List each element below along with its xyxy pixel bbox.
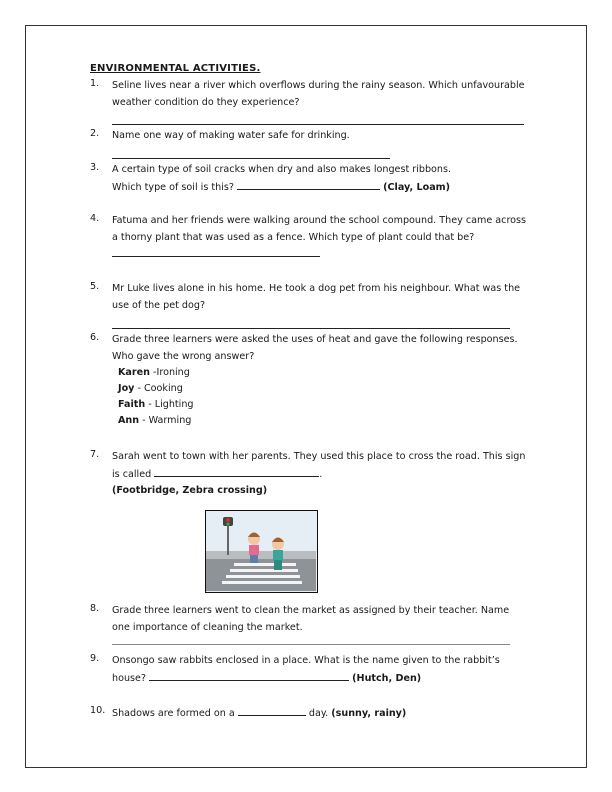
learner-answer: - Lighting: [145, 399, 194, 410]
learner-answer: -Ironing: [153, 367, 190, 378]
answer-line-5[interactable]: [112, 328, 510, 329]
question-4: [90, 213, 530, 264]
question-number: 4.: [90, 213, 100, 224]
answer-options: (Clay, Loam): [383, 181, 451, 193]
question-8: [90, 603, 530, 636]
answer-blank-3[interactable]: [237, 179, 380, 190]
question-text: Grade three learners were asked the uses of heat and gave the following responses. Who gave the wrong answer?: [112, 334, 518, 362]
question-number: 3.: [90, 162, 100, 173]
zebra-crossing-picture: [205, 510, 318, 593]
question-text: Shadows are formed on a: [112, 708, 235, 719]
question-number: 8.: [90, 603, 100, 614]
answer-line-8[interactable]: [112, 644, 510, 645]
question-text: Mr Luke lives alone in his home. He took a dog pet from his neighbour. What was the use of the pet dog?: [112, 283, 521, 311]
question-7: [90, 449, 530, 500]
learner-answer: - Warming: [139, 415, 192, 426]
response-item: [118, 413, 194, 429]
question-number: 10.: [90, 705, 106, 716]
question-text: Name one way of making water safe for drinking.: [112, 130, 350, 141]
answer-blank-9[interactable]: [149, 670, 349, 681]
answer-options: (Hutch, Den): [352, 672, 422, 684]
question-number: 2.: [90, 128, 100, 139]
question-number: 9.: [90, 653, 100, 664]
question-text: A certain type of soil cracks when dry and also makes longest ribbons.: [112, 164, 452, 175]
question-number: 5.: [90, 281, 100, 292]
answer-blank-4[interactable]: [112, 246, 320, 257]
responses-list: [118, 365, 194, 429]
learner-name: Faith: [118, 399, 146, 410]
learner-name: Karen: [118, 367, 150, 378]
worksheet-title: ENVIRONMENTAL ACTIVITIES.: [90, 63, 261, 74]
answer-blank-7[interactable]: [154, 466, 319, 477]
response-item: [118, 365, 194, 381]
question-2: [90, 128, 530, 145]
period: .: [319, 468, 323, 480]
question-text: Fatuma and her friends were walking around the school compound. They came across a thorny plant that was used as a fence. Which type of plant could that be?: [112, 215, 527, 243]
learner-name: Ann: [118, 415, 140, 426]
question-text: Which type of soil is this?: [112, 181, 234, 193]
question-1: [90, 78, 530, 111]
learner-answer: - Cooking: [134, 383, 183, 394]
response-item: [118, 397, 194, 413]
question-9: [90, 653, 530, 687]
question-text: Sarah went to town with her parents. They used this place to cross the road. This sign is called: [112, 451, 526, 480]
answer-blank-10[interactable]: [238, 705, 306, 716]
question-3: [90, 162, 530, 196]
question-number: 1.: [90, 78, 100, 89]
question-10: [90, 705, 530, 723]
answer-line-2[interactable]: [112, 158, 390, 159]
question-text: Onsongo saw rabbits enclosed in a place. What is the name given to the rabbit’s house?: [112, 655, 500, 684]
answer-options: (Footbridge, Zebra crossing): [112, 485, 268, 496]
question-6: [90, 332, 530, 365]
answer-line-1[interactable]: [112, 124, 524, 125]
question-text: Seline lives near a river which overflows during the rainy season. Which unfavourable weather condition do they experience?: [112, 80, 525, 108]
question-5: [90, 281, 530, 314]
answer-options: (sunny, rainy): [331, 708, 407, 719]
question-text: day.: [308, 708, 329, 719]
question-number: 7.: [90, 449, 100, 460]
response-item: [118, 381, 194, 397]
question-number: 6.: [90, 332, 100, 343]
question-text: Grade three learners went to clean the market as assigned by their teacher. Name one importance of cleaning the market.: [112, 605, 510, 633]
learner-name: Joy: [118, 383, 135, 394]
